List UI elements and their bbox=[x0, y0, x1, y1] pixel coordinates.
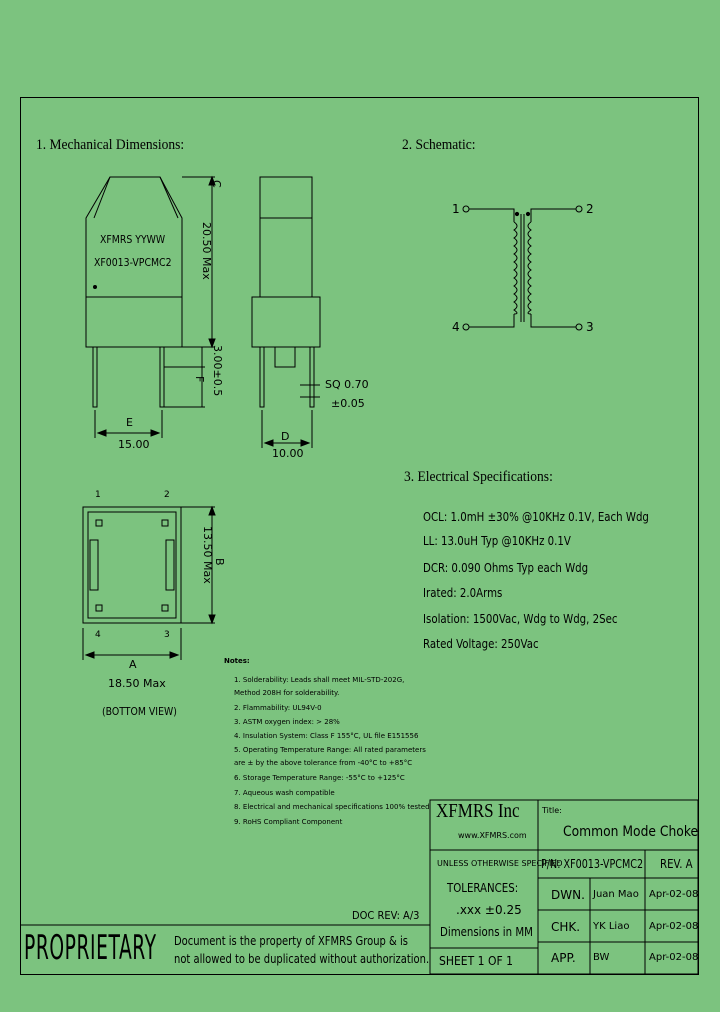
app-role: APP. bbox=[551, 951, 576, 965]
chk-date: Apr-02-08 bbox=[649, 921, 699, 932]
note-item: Method 208H for solderability. bbox=[234, 689, 340, 697]
proprietary-label: PROPRIETARY bbox=[24, 928, 157, 968]
dim-sq-tol: ±0.05 bbox=[331, 397, 365, 410]
dim-a-label: A bbox=[129, 658, 137, 671]
chk-name: YK Liao bbox=[593, 921, 630, 932]
note-item: 7. Aqueous wash compatible bbox=[234, 789, 335, 797]
dim-d-value: 10.00 bbox=[272, 447, 304, 460]
dim-c-value: 20.50 Max bbox=[200, 222, 213, 280]
proprietary-line1: Document is the property of XFMRS Group & is bbox=[174, 934, 408, 948]
note-item: 6. Storage Temperature Range: -55°C to +125°C bbox=[234, 774, 405, 782]
dim-b-value: 13.50 Max bbox=[201, 526, 214, 584]
dimensions-unit: Dimensions in MM bbox=[440, 925, 533, 939]
dim-b-label: B bbox=[213, 558, 226, 566]
note-item: 1. Solderability: Leads shall meet MIL-STD-202G, bbox=[234, 676, 405, 684]
dwn-role: DWN. bbox=[551, 888, 585, 902]
note-item: 4. Insulation System: Class F 155°C, UL file E151556 bbox=[234, 732, 419, 740]
spec-rated-voltage: Rated Voltage: 250Vac bbox=[423, 637, 539, 651]
dim-f-label: F bbox=[193, 376, 206, 383]
electrical-heading: 3. Electrical Specifications: bbox=[404, 469, 553, 485]
bottom-view-label: (BOTTOM VIEW) bbox=[102, 705, 177, 718]
drawing-title: Common Mode Choke bbox=[563, 824, 699, 840]
note-item: 9. RoHS Compliant Component bbox=[234, 818, 343, 826]
dim-f-value: 3.00±0.5 bbox=[211, 345, 224, 397]
marking-line1: XFMRS YYWW bbox=[100, 233, 166, 246]
note-item: 5. Operating Temperature Range: All rated parameters bbox=[234, 746, 426, 754]
title-label: Title: bbox=[542, 806, 562, 815]
dim-c-label: C bbox=[210, 180, 223, 188]
note-item: 3. ASTM oxygen index: > 28% bbox=[234, 718, 340, 726]
dim-e-label: E bbox=[126, 416, 133, 429]
proprietary-line2: not allowed to be duplicated without authorization. bbox=[174, 952, 430, 966]
unless-specified: UNLESS OTHERWISE SPECIFIED bbox=[437, 859, 563, 868]
pin-2-label: 2 bbox=[164, 490, 170, 500]
schematic-heading: 2. Schematic: bbox=[402, 137, 476, 153]
company-website: www.XFMRS.com bbox=[458, 831, 527, 840]
company-name: XFMRS Inc bbox=[436, 800, 520, 822]
spec-dcr: DCR: 0.090 Ohms Typ each Wdg bbox=[423, 561, 589, 575]
dim-sq: SQ 0.70 bbox=[325, 378, 369, 391]
app-name: BW bbox=[593, 952, 610, 963]
sheet-number: SHEET 1 OF 1 bbox=[439, 954, 513, 968]
pin-3-label: 3 bbox=[164, 630, 170, 640]
dwn-name: Juan Mao bbox=[593, 889, 639, 900]
app-date: Apr-02-08 bbox=[649, 952, 699, 963]
schematic-pin-4: 4 bbox=[452, 320, 460, 334]
spec-ll: LL: 13.0uH Typ @10KHz 0.1V bbox=[423, 534, 571, 548]
schematic-pin-1: 1 bbox=[452, 202, 460, 216]
pin-1-label: 1 bbox=[95, 490, 101, 500]
tolerance-value: .xxx ±0.25 bbox=[456, 903, 522, 917]
tolerances-label: TOLERANCES: bbox=[447, 881, 519, 895]
dwn-date: Apr-02-08 bbox=[649, 889, 699, 900]
schematic-pin-3: 3 bbox=[586, 320, 594, 334]
chk-role: CHK. bbox=[551, 920, 581, 934]
mechanical-heading: 1. Mechanical Dimensions: bbox=[36, 137, 185, 153]
revision: REV. A bbox=[660, 857, 693, 871]
part-number: P/N: XF0013-VPCMC2 bbox=[541, 857, 644, 871]
note-item: 8. Electrical and mechanical specifications 100% tested bbox=[234, 803, 430, 811]
schematic-pin-2: 2 bbox=[586, 202, 594, 216]
dim-a-value: 18.50 Max bbox=[108, 677, 166, 690]
dim-e-value: 15.00 bbox=[118, 438, 150, 451]
notes-heading: Notes: bbox=[224, 657, 250, 665]
doc-rev: DOC REV: A/3 bbox=[352, 909, 420, 922]
spec-isolation: Isolation: 1500Vac, Wdg to Wdg, 2Sec bbox=[423, 612, 618, 626]
note-item: 2. Flammability: UL94V-0 bbox=[234, 704, 322, 712]
note-item: are ± by the above tolerance from -40°C to +85°C bbox=[234, 759, 413, 767]
spec-irated: Irated: 2.0Arms bbox=[423, 586, 503, 600]
marking-line2: XF0013-VPCMC2 bbox=[94, 256, 172, 269]
pin-4-label: 4 bbox=[95, 630, 101, 640]
dim-d-label: D bbox=[281, 430, 290, 443]
spec-ocl: OCL: 1.0mH ±30% @10KHz 0.1V, Each Wdg bbox=[423, 510, 649, 524]
